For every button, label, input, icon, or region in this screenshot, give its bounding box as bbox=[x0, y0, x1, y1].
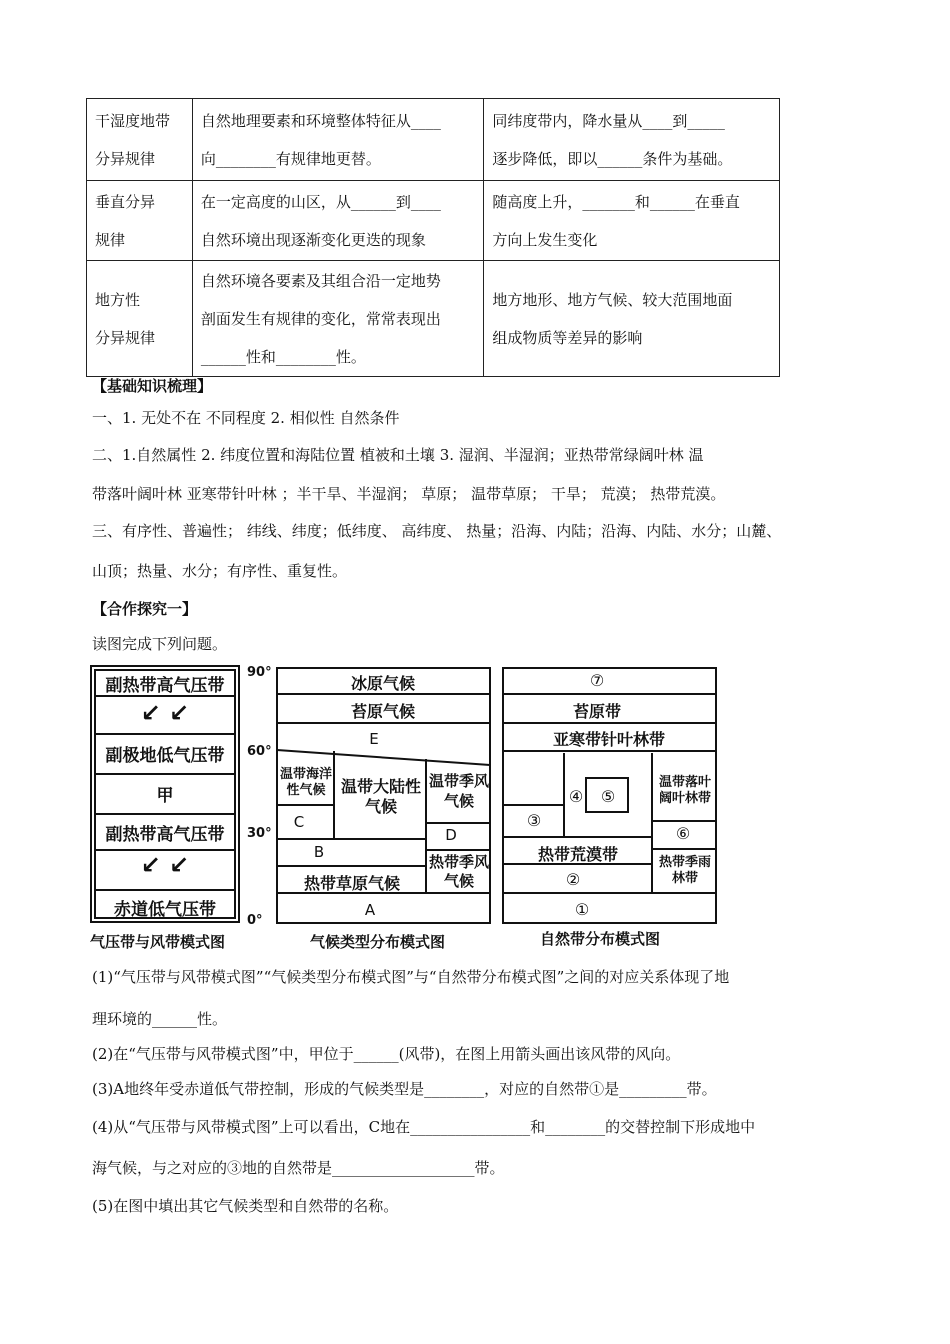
pressure-belt-label: 副热带高气压带 bbox=[105, 676, 225, 696]
question-line: (5)在图中填出其它气候类型和自然带的名称。 bbox=[92, 1197, 399, 1215]
basic-line: 山顶；热量、水分；有序性、重复性。 bbox=[92, 562, 348, 580]
zone-deciduous: 温带落叶阔叶林带 bbox=[658, 775, 711, 806]
divider bbox=[94, 889, 236, 891]
climate-ice: 冰原气候 bbox=[350, 674, 415, 693]
pressure-caption: 气压带与风带模式图 bbox=[90, 933, 226, 951]
basic-line: 一、1. 无处不在 不同程度 2. 相似性 自然条件 bbox=[92, 409, 400, 427]
pressure-belt-label: 副极地低气压带 bbox=[105, 746, 225, 766]
climate-C: C bbox=[293, 813, 305, 831]
climate-diagram bbox=[276, 667, 492, 925]
zone-3: ③ bbox=[526, 811, 542, 830]
rule-basis-line: 组成物质等差异的影响 bbox=[492, 328, 643, 347]
lat-label: 60° bbox=[247, 744, 272, 759]
rule-name bbox=[87, 261, 193, 377]
rule-feature-line: 自然环境出现逐渐变化更迭的现象 bbox=[200, 230, 426, 249]
rule-feature-line: 自然地理要素和环境整体特征从____ bbox=[200, 111, 441, 130]
rule-feature bbox=[192, 181, 484, 261]
zone-7: ⑦ bbox=[589, 671, 605, 690]
wind-arrows-icon: ↙ ↙ bbox=[140, 851, 190, 879]
zone-5: ⑤ bbox=[600, 787, 616, 806]
table-row bbox=[87, 181, 780, 261]
climate-A: A bbox=[364, 901, 376, 919]
divider bbox=[94, 813, 236, 815]
basic-line: 二、1.自然属性 2. 纬度位置和海陆位置 植被和土壤 3. 湿润、半湿润；亚热带常绿阔叶林 温 bbox=[92, 446, 704, 464]
rule-feature-line: 剖面发生有规律的变化，常常表现出 bbox=[200, 309, 441, 328]
zone-1: ① bbox=[574, 900, 590, 919]
table-row bbox=[87, 261, 780, 377]
zone-taiga: 亚寒带针叶林带 bbox=[552, 730, 665, 749]
climate-continental: 温带大陆性气候 bbox=[340, 777, 421, 816]
rule-feature bbox=[192, 99, 484, 181]
climate-D: D bbox=[445, 826, 457, 844]
wind-arrows-icon: ↙ ↙ bbox=[140, 699, 190, 727]
question-line: 理环境的______性。 bbox=[92, 1010, 228, 1028]
question-line: (2)在“气压带与风带模式图”中，甲位于______(风带)，在图上用箭头画出该风带的风向。 bbox=[92, 1045, 681, 1063]
lat-label: 30° bbox=[247, 826, 272, 841]
rule-name-line: 规律 bbox=[95, 230, 126, 249]
rule-basis-line: 随高度上升，_______和______在垂直 bbox=[492, 192, 740, 211]
rule-basis bbox=[484, 181, 780, 261]
zone-2: ② bbox=[565, 870, 581, 889]
rule-feature-line: 在一定高度的山区，从______到____ bbox=[200, 192, 441, 211]
climate-B: B bbox=[313, 843, 325, 861]
basic-line: 三、有序性、普遍性； 纬线、纬度；低纬度、 高纬度、 热量；沿海、内陆；沿海、内陆、水分；山麓、 bbox=[92, 522, 782, 540]
question-line: (4)从“气压带与风带模式图”上可以看出，C地在________________和________的交替控制下形成地中 bbox=[92, 1118, 756, 1136]
coop-intro: 读图完成下列问题。 bbox=[92, 635, 228, 653]
zone-tundra: 苔原带 bbox=[572, 702, 621, 721]
divider bbox=[94, 733, 236, 735]
rule-name-line: 分异规律 bbox=[95, 328, 156, 347]
zone-4: ④ bbox=[568, 787, 584, 806]
rule-feature-line: ______性和________性。 bbox=[200, 347, 366, 366]
rule-name-line: 垂直分异 bbox=[95, 192, 156, 211]
zone-desert: 热带荒漠带 bbox=[537, 845, 618, 864]
rule-name-line: 地方性 bbox=[95, 290, 141, 309]
climate-E: E bbox=[369, 730, 379, 748]
rule-name bbox=[87, 181, 193, 261]
climate-tundra: 苔原气候 bbox=[350, 702, 415, 721]
pressure-belt-label: 副热带高气压带 bbox=[105, 825, 225, 845]
rule-feature-line: 自然环境各要素及其组合沿一定地势 bbox=[200, 271, 441, 290]
lat-label: 90° bbox=[247, 665, 272, 680]
wind-belt-jia: 甲 bbox=[156, 786, 174, 806]
question-line: 海气候，与之对应的③地的自然带是___________________带。 bbox=[92, 1159, 505, 1177]
basic-knowledge-heading: 【基础知识梳理】 bbox=[92, 377, 213, 395]
rule-feature bbox=[192, 261, 484, 377]
lat-label: 0° bbox=[247, 913, 263, 928]
rule-feature-line: 向________有规律地更替。 bbox=[200, 149, 381, 168]
rule-basis bbox=[484, 261, 780, 377]
coop-heading: 【合作探究一】 bbox=[92, 600, 198, 618]
question-line: (1)“气压带与风带模式图”“气候类型分布模式图”与“自然带分布模式图”之间的对应关系体现了地 bbox=[92, 968, 730, 986]
rule-name-line: 分异规律 bbox=[95, 149, 156, 168]
rule-name-line: 干湿度地带 bbox=[95, 111, 171, 130]
natural-zone-diagram bbox=[502, 667, 718, 925]
question-line: (3)A地终年受赤道低气带控制，形成的气候类型是________，对应的自然带①是_________带。 bbox=[92, 1080, 717, 1098]
climate-marine: 温带海洋性气候 bbox=[279, 767, 332, 798]
zone-caption: 自然带分布模式图 bbox=[540, 930, 661, 948]
zone-6: ⑥ bbox=[675, 824, 691, 843]
basic-line: 带落叶阔叶林 亚寒带针叶林 ；半干旱、半湿润； 草原； 温带草原； 干旱； 荒漠； 热带荒漠。 bbox=[92, 485, 726, 503]
zone-monsoon-forest: 热带季雨林带 bbox=[658, 855, 711, 886]
rule-basis bbox=[484, 99, 780, 181]
divider bbox=[94, 773, 236, 775]
rule-basis-line: 地方地形、地方气候、较大范围地面 bbox=[492, 290, 733, 309]
divider bbox=[94, 695, 236, 697]
rule-basis-line: 逐步降低，即以______条件为基础。 bbox=[492, 149, 733, 168]
climate-tropical-monsoon: 热带季风气候 bbox=[428, 853, 489, 890]
rule-basis-line: 同纬度带内，降水量从____到_____ bbox=[492, 111, 725, 130]
climate-temperate-monsoon: 温带季风气候 bbox=[428, 772, 489, 810]
pressure-wind-diagram bbox=[90, 665, 240, 925]
table-row bbox=[87, 99, 780, 181]
rule-name bbox=[87, 99, 193, 181]
climate-savanna: 热带草原气候 bbox=[303, 874, 400, 893]
rules-table bbox=[86, 98, 780, 377]
pressure-belt-label: 赤道低气压带 bbox=[114, 900, 216, 920]
rule-basis-line: 方向上发生变化 bbox=[492, 230, 598, 249]
climate-caption: 气候类型分布模式图 bbox=[310, 933, 446, 951]
